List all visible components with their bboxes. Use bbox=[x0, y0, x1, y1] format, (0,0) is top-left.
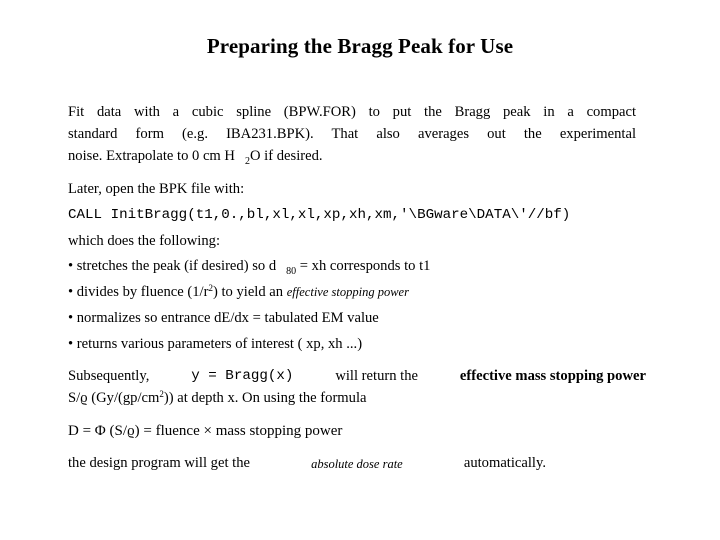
bullet-divides-text: • divides by fluence (1/r bbox=[68, 284, 209, 300]
bullet-stretches-text: • stretches the peak (if desired) so d bbox=[68, 258, 277, 274]
para1-line3-subscript: 2 bbox=[244, 156, 250, 167]
bullet-returns: • returns various parameters of interest ( xp, xh ...) bbox=[68, 336, 363, 352]
para2-intro: Later, open the BPK file with: bbox=[68, 181, 245, 197]
para3-line2-superscript: 2 bbox=[159, 389, 164, 399]
para3-text: Subsequently, bbox=[68, 368, 150, 384]
para3-line2 bbox=[68, 389, 367, 408]
para1-line3-text: noise. Extrapolate to 0 cm H bbox=[68, 148, 235, 164]
code-initbragg: CALL InitBragg(t1,0.,bl,xl,xl,xp,xh,xm,'\BGware\DATA\'//bf) bbox=[68, 207, 571, 223]
para3-line1 bbox=[68, 367, 646, 385]
formula: D = Φ (S/ϱ) = fluence × mass stopping power bbox=[68, 423, 343, 439]
para3-text-mid: will return the bbox=[335, 368, 419, 384]
para1-line2: standard form (e.g. IBA231.BPK). That also averages out the experimental bbox=[68, 126, 636, 142]
para3-line2-text-end: )) at depth x. On using the formula bbox=[163, 390, 367, 406]
bullet-divides-superscript: 2 bbox=[208, 283, 213, 293]
final-text: the design program will get the bbox=[68, 455, 250, 471]
para3-line2-text: S/ϱ (Gy/(gp/cm bbox=[68, 390, 160, 406]
para1-line3 bbox=[68, 147, 323, 167]
bullet-stretches bbox=[68, 257, 430, 277]
final-text-end: automatically. bbox=[463, 455, 546, 471]
bullet-stretches-text-end: = xh corresponds to t1 bbox=[299, 258, 431, 274]
bullet-normalizes: • normalizes so entrance dE/dx = tabulated EM value bbox=[68, 310, 379, 326]
code-bragg: y = Bragg(x) bbox=[191, 368, 294, 384]
para1-line1: Fit data with a cubic spline (BPW.FOR) to put the Bragg peak in a compact bbox=[68, 104, 636, 120]
bullet-stretches-subscript: 80 bbox=[286, 266, 297, 277]
para3-bold: effective mass stopping power bbox=[459, 368, 646, 384]
final-line bbox=[68, 454, 546, 473]
para1-line3-text-end: O if desired. bbox=[249, 148, 323, 164]
final-italic: absolute dose rate bbox=[311, 457, 403, 471]
slide-title: Preparing the Bragg Peak for Use bbox=[206, 34, 514, 58]
bullet-divides bbox=[68, 283, 409, 302]
bullet-divides-italic: effective stopping power bbox=[286, 285, 409, 299]
para2-which: which does the following: bbox=[68, 233, 220, 249]
bullet-divides-text-mid: ) to yield an bbox=[212, 284, 284, 300]
